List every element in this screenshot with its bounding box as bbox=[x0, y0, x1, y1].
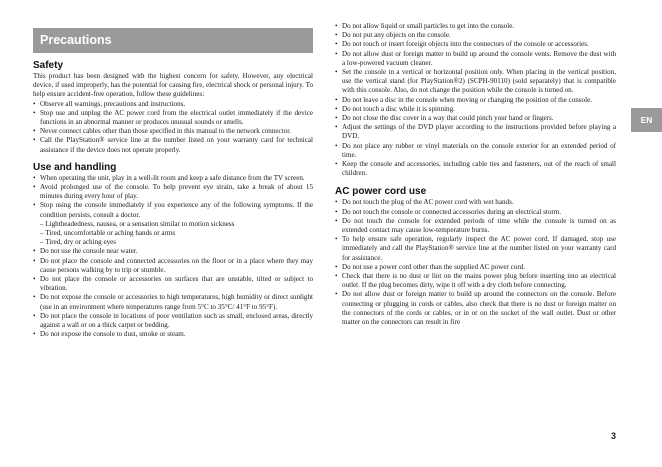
list-item: • Adjust the settings of the DVD player according to the instructions provided before playing a DVD. bbox=[335, 123, 616, 141]
list-item: • Do not expose the console to dust, smoke or steam. bbox=[33, 330, 313, 339]
list-item: • Keep the console and accessories, including cable ties and fasteners, out of the reach of small children. bbox=[335, 160, 616, 178]
list-item: • Do not allow dust or foreign matter to build up around the connectors on the console. Before connecting or plugging in cords or cables, also check that there is no dust or foreign matter on the connectors of the cords or cables, or in or on the socket of the wall outlet. Dust or other matter on the connectors can result in fire bbox=[335, 290, 616, 327]
list-item: • Do not allow dust or foreign matter to build up around the console vents. Remove the dust with a low-powered vacuum cleaner. bbox=[335, 50, 616, 68]
symptom-item: – Lightheadedness, nausea, or a sensation similar to motion sickness bbox=[40, 219, 235, 228]
list-item: • Never connect cables other than those specified in this manual to the network connector. bbox=[33, 127, 313, 136]
use-handling-list-continued bbox=[335, 22, 616, 178]
list-item: • Do not touch the console for extended periods of time while the console is turned on as extended contact may cause low-temperature burns. bbox=[335, 217, 616, 235]
section-banner bbox=[33, 28, 313, 53]
list-item: • Do not place the console and connected accessories on the floor or in a place where they may cause persons walking by to trip or stumble. bbox=[33, 257, 313, 275]
list-item: • Do not allow liquid or small particles to get into the console. bbox=[335, 22, 616, 31]
list-item: • Do not expose the console or accessories to high temperatures, high humidity or direct sunlight (use in an environment where temperatures range from 5°C to 35°C/ 41°F to 95°F). bbox=[33, 293, 313, 311]
use-handling-heading: Use and handling bbox=[33, 161, 117, 173]
language-tab: EN bbox=[631, 108, 662, 132]
list-item: • To help ensure safe operation, regularly inspect the AC power cord. If damaged, stop use immediately and call the PlayStation® service line at the number listed on your warranty card for assistance. bbox=[335, 235, 616, 263]
list-item: • Do not close the disc cover in a way that could pinch your hand or fingers. bbox=[335, 114, 616, 123]
list-item: • Do not place the console or accessories on surfaces that are unstable, tilted or subject to vibration. bbox=[33, 275, 313, 293]
list-item: • Do not place the console in locations of poor ventilation such as small, enclosed areas, directly against a wall or on a thick carpet or bedding. bbox=[33, 312, 313, 330]
list-item: • Do not touch the plug of the AC power cord with wet hands. bbox=[335, 198, 616, 207]
symptom-item: – Tired, dry or aching eyes bbox=[40, 238, 117, 247]
symptom-item: – Tired, uncomfortable or aching hands or arms bbox=[40, 229, 176, 238]
list-item: • Check that there is no dust or lint on the mains power plug before inserting into an electrical outlet. If the plug becomes dirty, wipe it off with a dry cloth before connecting. bbox=[335, 272, 616, 290]
list-item: • Stop using the console immediately if you experience any of the following symptoms. If the condition persists, consult a doctor. bbox=[33, 201, 313, 219]
list-item: • Do not leave a disc in the console when moving or changing the position of the console. bbox=[335, 96, 616, 105]
list-item: • Do not put any objects on the console. bbox=[335, 31, 616, 40]
banner-title: Precautions bbox=[40, 33, 112, 47]
list-item: • Set the console in a vertical or horizontal position only. When placing in the vertical position, use the vertical stand (for PlayStation®2) (SCPH-90110) (sold separately) that is compatible with this console. Also, do not change the position while the console is turned on. bbox=[335, 68, 616, 96]
right-column bbox=[335, 22, 616, 327]
left-column bbox=[33, 60, 313, 339]
page-number: 3 bbox=[611, 431, 617, 441]
ac-power-heading: AC power cord use bbox=[335, 186, 427, 198]
list-item: • Do not touch the console or connected accessories during an electrical storm. bbox=[335, 208, 616, 217]
list-item: • When operating the unit, play in a well-lit room and keep a safe distance from the TV screen. bbox=[33, 174, 313, 183]
use-handling-list bbox=[33, 174, 313, 340]
list-item: • Do not place any rubber or vinyl materials on the console exterior for an extended period of time. bbox=[335, 142, 616, 160]
list-item: • Stop use and unplug the AC power cord from the electrical outlet immediately if the device functions in an abnormal manner or produces unusual sounds or smells. bbox=[33, 109, 313, 127]
safety-heading: Safety bbox=[33, 60, 64, 71]
list-item: • Avoid prolonged use of the console. To help prevent eye strain, take a break of about 15 minutes during every hour of play. bbox=[33, 183, 313, 201]
ac-power-list bbox=[335, 198, 616, 327]
list-item: • Do not use a power cord other than the supplied AC power cord. bbox=[335, 263, 616, 272]
safety-intro: This product has been designed with the highest concern for safety. However, any electrical device, if used improperly, has the potential for causing fire, electrical shock or personal injury. To help ensure accident-free operation, follow these guidelines: bbox=[33, 72, 313, 99]
list-item: • Do not touch a disc while it is spinning. bbox=[335, 105, 616, 114]
safety-list bbox=[33, 100, 313, 155]
list-item: • Do not use the console near water. bbox=[33, 247, 313, 256]
list-item: • Do not touch or insert foreign objects into the connectors of the console or accessories. bbox=[335, 40, 616, 49]
list-item: • Call the PlayStation® service line at the number listed on your warranty card for technical assistance if the device does not operate properly. bbox=[33, 136, 313, 154]
list-item: • Observe all warnings, precautions and instructions. bbox=[33, 100, 313, 109]
